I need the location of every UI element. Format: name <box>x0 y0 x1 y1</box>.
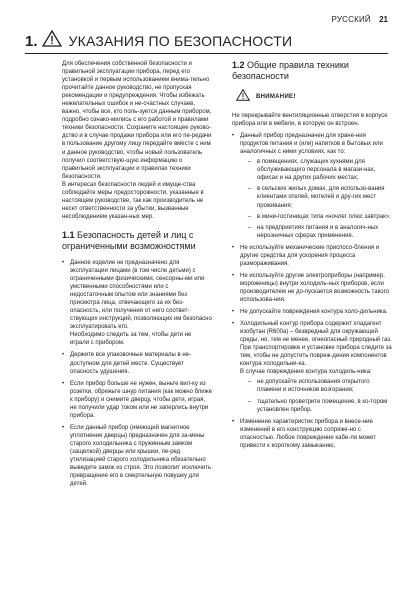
section-heading-general-safety <box>232 60 392 82</box>
right-column <box>232 60 392 454</box>
list-item-note: В случае повреждения контура холодиль-ника: <box>240 369 372 376</box>
list-item: • Изменение характеристик прибора и внесе-ние изменений в его конструкцию сопряже-но с опасностью. Любое повреждение кабе-ля может привести к короткому замыканию, <box>232 418 392 450</box>
section-title: Безопасность детей и лиц с ограниченными возможностями <box>62 229 196 251</box>
sub-list-item: – тщательно проветрите помещение, в ко-тором установлен прибор. <box>248 398 392 414</box>
chapter-title <box>25 30 388 52</box>
warning-notice <box>236 89 392 104</box>
warning-triangle-icon <box>236 89 250 104</box>
title-divider <box>25 53 388 54</box>
intro-paragraph: Для обеспечения собственной безопасности и правильной эксплуатации прибора, перед его установкой и первым использованием внима-тельно прочитайте данное руководство, не пропуская рекомендации и предупреждения. Чтобы избежать нежелательных ошибок и не-счастных случаев, важно, чтобы все, кто поль-зуется данным прибором, подробно ознако-мились с его работой и правилами техники безопасности. Сохраните настоящее руково-дство и в случае продажи прибора или его пе-редачи в пользование другому лицу передайте вместе с ним и данное руководство, чтобы новый пользователь получил соответствую-щую информацию о правильной эксплуатации и правилах техники безопасности. <box>62 61 212 180</box>
child-safety-list <box>62 259 212 488</box>
list-item: • Не допускайте повреждения контура холо-дильника. <box>232 308 392 316</box>
usage-conditions-list <box>248 158 392 239</box>
chapter-number: 1. <box>25 32 38 50</box>
intro-paragraph-2: В интересах безопасности людей и имуще-ства соблюдайте меры предосторожности, указанные в настоящем руководстве, так как производитель не несет ответственности за убытки, вызванные несоблюдением указан-ных мер. <box>62 181 204 220</box>
sub-list-item: – в сельских жилых домах, для использо-вания клиентами отелей, мотелей и дру-гих мест проживания; <box>248 185 392 209</box>
list-item: • Не используйте другие электроприборы (например, мороженицы) внутри холодиль-ных приборов, если производителем не до-пускается возможность такого использова-ния. <box>232 272 392 304</box>
list-item-text: Держите все упаковочные материалы в не-доступном для детей месте. Существует опасность удушения. <box>70 352 191 375</box>
list-item <box>62 380 212 420</box>
page-number: 21 <box>379 15 388 24</box>
page-header <box>332 15 389 24</box>
ventilation-paragraph: Не перекрывайте вентиляционные отверстия в корпусе прибора или в мебели, в которую он встроен. <box>232 113 388 128</box>
left-column <box>62 60 212 492</box>
list-item-text: Данное изделие не предназначено для эксплуатации лицами (в том числе детьми) с ограниченными физическими, сенсорны-ми или умственными способностями или с недостаточным опытом или знаниями без присмотра лица, отвечающего за их без-опасность, или получения от него соответ-ствующих инструкций, позволяющих им безопасно эксплуатировать его. <box>70 259 212 331</box>
sub-list-item: – в мини-гостиницах типа «ночлег плюс завтрак»; <box>248 213 392 221</box>
list-item <box>62 351 212 375</box>
warning-triangle-icon <box>42 30 62 52</box>
general-safety-list <box>232 132 392 450</box>
list-item-note: При транспортировке и установке прибора следите за тем, чтобы не допустить повреж-дения компонентов контура холодильни-ка. <box>240 345 392 368</box>
list-item-text: Если данный прибор (имеющий магнитное уплотнение дверцы) предназначен для за-мены старого холодильника с пружинным замком (защелкой) дверцы или крышки, пе-ред утилизацией старого холодильника обязательно выведите замок из строя. Это позволит исключить превращение его в смертельную ловушку для детей. <box>70 424 212 488</box>
section-number: 1.1 <box>62 229 75 240</box>
section-heading-child-safety <box>62 230 212 252</box>
list-item: • Не используйте механические приспосо-бления и другие средства для ускорения процесса размораживания. <box>232 244 392 268</box>
sub-list-item: – на предприятиях питания и в аналогич-ных нерозничных сферах применения. <box>248 224 392 240</box>
list-item <box>62 259 212 348</box>
list-item-text: Холодильный контур прибора содержит хладагент изобутан (R600a) – безвредный для окружающей среды, но, тем не менее, огнеопасный природный газ. <box>240 321 392 344</box>
list-item <box>232 132 392 240</box>
warning-label: ВНИМАНИЕ! <box>256 93 296 100</box>
list-item-text: Если прибор больше не нужен, выньте вил-ку из розетки, обрежьте шнур питания (как можно ближе к прибору) и снимите дверцу, чтобы дети, играя, не получили удар током или не заперлись внутри прибора. <box>70 380 212 419</box>
list-item-note: Необходимо следить за тем, чтобы дети не играли с прибором. <box>70 332 192 347</box>
damage-steps-list <box>248 378 392 413</box>
list-item-text: Данный прибор предназначен для хране-ния продуктов питания и (или) напитков в бытовых или аналогичных с ними условиях, как то: <box>240 133 383 156</box>
list-item <box>232 320 392 414</box>
sub-list-item: – в помещениях, служащих кухнями для обслуживающего персонала в магази-нах, офисах и на других рабочих местах; <box>248 158 392 182</box>
language-label: РУССКИЙ <box>331 15 371 24</box>
chapter-heading: УКАЗАНИЯ ПО БЕЗОПАСНОСТИ <box>68 33 293 49</box>
sub-list-item: – не допускайте использования открытого пламени и источников возгорания; <box>248 378 392 394</box>
section-title: Общие правила техники безопасности <box>232 60 349 81</box>
list-item <box>62 424 212 488</box>
section-number: 1.2 <box>232 60 245 70</box>
